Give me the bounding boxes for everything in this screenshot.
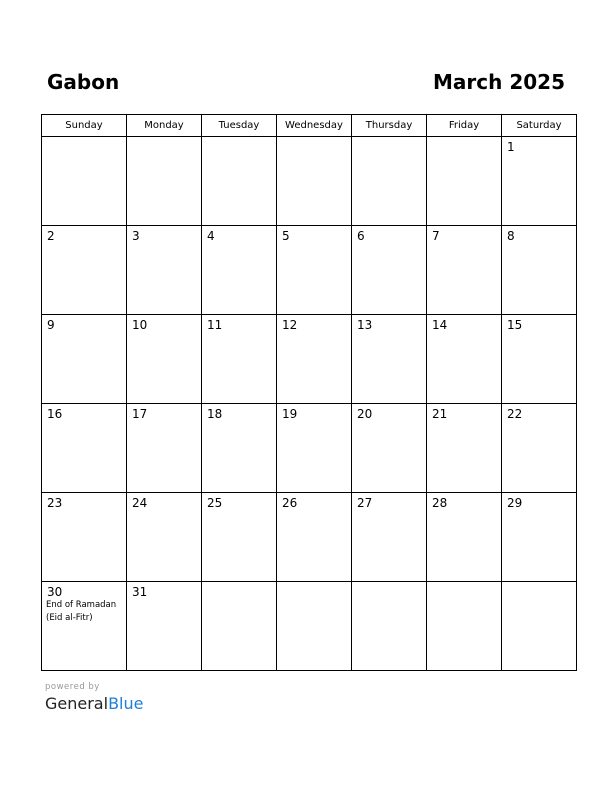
day-cell [427, 315, 502, 404]
holiday-label: End of Ramadan (Eid al-Fitr) [46, 600, 117, 623]
day-number: 8 [507, 229, 515, 243]
week-row [42, 315, 577, 404]
day-cell [42, 137, 127, 226]
day-number: 25 [207, 496, 223, 510]
country-title: Gabon [47, 70, 120, 94]
day-number: 28 [432, 496, 448, 510]
day-number: 21 [432, 407, 448, 421]
day-number: 31 [132, 585, 148, 599]
day-number: 11 [207, 318, 223, 332]
day-number: 18 [207, 407, 223, 421]
day-cell [127, 315, 202, 404]
day-cell [427, 582, 502, 671]
day-cell [277, 582, 352, 671]
day-cell [427, 137, 502, 226]
day-cell [427, 404, 502, 493]
day-cell [202, 404, 277, 493]
day-cell [42, 493, 127, 582]
week-row [42, 493, 577, 582]
day-number: 2 [47, 229, 55, 243]
day-number: 23 [47, 496, 63, 510]
day-cell [502, 137, 577, 226]
calendar-header [47, 70, 565, 100]
day-cell [352, 137, 427, 226]
footer-branding [45, 682, 143, 713]
day-cell [352, 582, 427, 671]
day-number: 20 [357, 407, 373, 421]
day-cell [277, 493, 352, 582]
day-number: 12 [282, 318, 298, 332]
day-number: 10 [132, 318, 148, 332]
day-cell [127, 226, 202, 315]
weekday-header-row [42, 115, 577, 137]
weekday-sunday: Sunday [42, 115, 127, 137]
day-cell [277, 137, 352, 226]
day-cell [202, 226, 277, 315]
brand-logo[interactable] [45, 694, 143, 713]
brand-general: General [45, 694, 109, 713]
week-row [42, 404, 577, 493]
day-cell [502, 582, 577, 671]
day-cell [352, 493, 427, 582]
day-number: 13 [357, 318, 373, 332]
weekday-thursday: Thursday [352, 115, 427, 137]
day-cell [42, 582, 127, 671]
day-cell [202, 493, 277, 582]
calendar-table [41, 114, 577, 671]
day-cell [127, 493, 202, 582]
weekday-monday: Monday [127, 115, 202, 137]
day-cell [277, 315, 352, 404]
month-title: March 2025 [433, 70, 565, 94]
day-cell [502, 493, 577, 582]
day-cell [127, 137, 202, 226]
day-cell [42, 315, 127, 404]
day-cell [202, 137, 277, 226]
day-number: 3 [132, 229, 140, 243]
day-cell [427, 493, 502, 582]
week-row [42, 137, 577, 226]
day-cell [352, 404, 427, 493]
day-number: 22 [507, 407, 523, 421]
day-number: 16 [47, 407, 63, 421]
day-number: 30 [47, 585, 63, 599]
day-number: 15 [507, 318, 523, 332]
day-number: 4 [207, 229, 215, 243]
day-number: 14 [432, 318, 448, 332]
day-cell [202, 582, 277, 671]
powered-by-text: powered by [45, 682, 100, 692]
day-cell [42, 404, 127, 493]
brand-blue: Blue [108, 694, 144, 713]
day-cell [502, 404, 577, 493]
day-number: 6 [357, 229, 365, 243]
day-cell [42, 226, 127, 315]
day-cell [502, 315, 577, 404]
day-cell [202, 315, 277, 404]
week-row [42, 226, 577, 315]
weekday-saturday: Saturday [502, 115, 577, 137]
day-number: 27 [357, 496, 373, 510]
day-cell [352, 315, 427, 404]
weekday-wednesday: Wednesday [277, 115, 352, 137]
day-number: 24 [132, 496, 148, 510]
week-row [42, 582, 577, 671]
day-cell [427, 226, 502, 315]
weekday-friday: Friday [427, 115, 502, 137]
day-number: 9 [47, 318, 55, 332]
day-number: 26 [282, 496, 298, 510]
calendar-body [42, 137, 577, 671]
day-number: 17 [132, 407, 148, 421]
day-number: 29 [507, 496, 523, 510]
day-cell [277, 226, 352, 315]
weekday-tuesday: Tuesday [202, 115, 277, 137]
day-cell [352, 226, 427, 315]
day-number: 7 [432, 229, 440, 243]
day-cell [502, 226, 577, 315]
day-number: 1 [507, 140, 515, 154]
day-cell [127, 582, 202, 671]
calendar-grid [41, 114, 571, 674]
day-cell [277, 404, 352, 493]
day-cell [127, 404, 202, 493]
day-number: 19 [282, 407, 298, 421]
day-number: 5 [282, 229, 290, 243]
